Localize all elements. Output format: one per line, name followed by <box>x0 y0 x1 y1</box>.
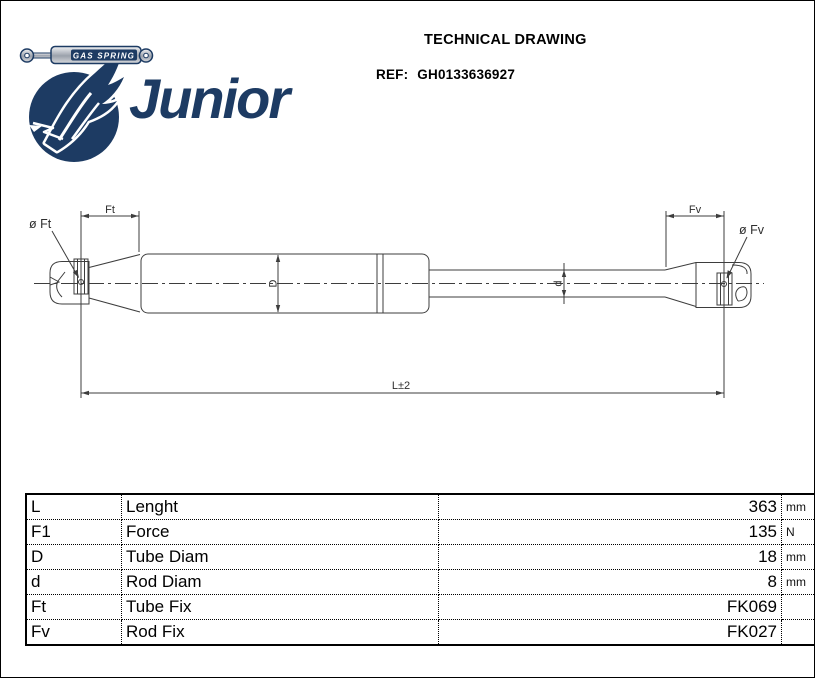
unit-cell <box>782 595 815 620</box>
description-cell: Rod Diam <box>122 570 439 595</box>
rod-fix-eyelet <box>665 263 751 308</box>
table-row <box>26 545 815 570</box>
leader-diameter-ft <box>29 217 79 278</box>
unit-cell: mm <box>782 494 815 520</box>
description-cell: Tube Fix <box>122 595 439 620</box>
table-row <box>26 494 815 520</box>
dimension-rod-diam <box>553 263 567 304</box>
gas-spring-drawing <box>1 186 815 426</box>
dimension-ft <box>81 204 139 218</box>
table-row <box>26 520 815 545</box>
description-cell: Lenght <box>122 494 439 520</box>
unit-cell: mm <box>782 545 815 570</box>
brand-wordmark: Junior <box>129 67 289 130</box>
junior-gas-spring-logo <box>19 43 309 168</box>
ref-label: REF: <box>376 67 409 82</box>
table-row <box>26 570 815 595</box>
dimension-length <box>81 380 724 395</box>
value-cell: 18 <box>439 545 782 570</box>
dia-label-ft: ø Ft <box>29 217 52 231</box>
unit-cell <box>782 620 815 646</box>
dimension-fv <box>666 204 724 218</box>
dim-label-d-tube: D <box>267 279 280 288</box>
dim-label-d-rod: d <box>552 280 565 287</box>
symbol-cell: L <box>26 494 122 520</box>
page-title: TECHNICAL DRAWING <box>424 32 587 48</box>
reference-line <box>376 67 515 82</box>
symbol-cell: Ft <box>26 595 122 620</box>
logo-tagline: GAS SPRING <box>72 51 136 61</box>
leader-diameter-fv <box>727 223 765 279</box>
unit-cell: mm <box>782 570 815 595</box>
value-cell: 135 <box>439 520 782 545</box>
ref-value: GH0133636927 <box>417 67 516 82</box>
dim-label-length: L±2 <box>391 380 411 392</box>
dim-label-ft: Ft <box>105 204 115 216</box>
value-cell: FK069 <box>439 595 782 620</box>
symbol-cell: d <box>26 570 122 595</box>
value-cell: 8 <box>439 570 782 595</box>
dim-label-fv: Fv <box>688 204 702 216</box>
gas-spring-banner-icon <box>19 43 154 67</box>
symbol-cell: F1 <box>26 520 122 545</box>
spec-table <box>25 493 815 646</box>
description-cell: Force <box>122 520 439 545</box>
description-cell: Rod Fix <box>122 620 439 646</box>
table-row <box>26 595 815 620</box>
unit-cell: N <box>782 520 815 545</box>
extension-lines <box>81 211 724 398</box>
value-cell: FK027 <box>439 620 782 646</box>
dia-label-fv: ø Fv <box>739 223 764 237</box>
dimension-tube-diam <box>268 255 281 313</box>
value-cell: 363 <box>439 494 782 520</box>
table-row <box>26 620 815 646</box>
symbol-cell: Fv <box>26 620 122 646</box>
symbol-cell: D <box>26 545 122 570</box>
description-cell: Tube Diam <box>122 545 439 570</box>
